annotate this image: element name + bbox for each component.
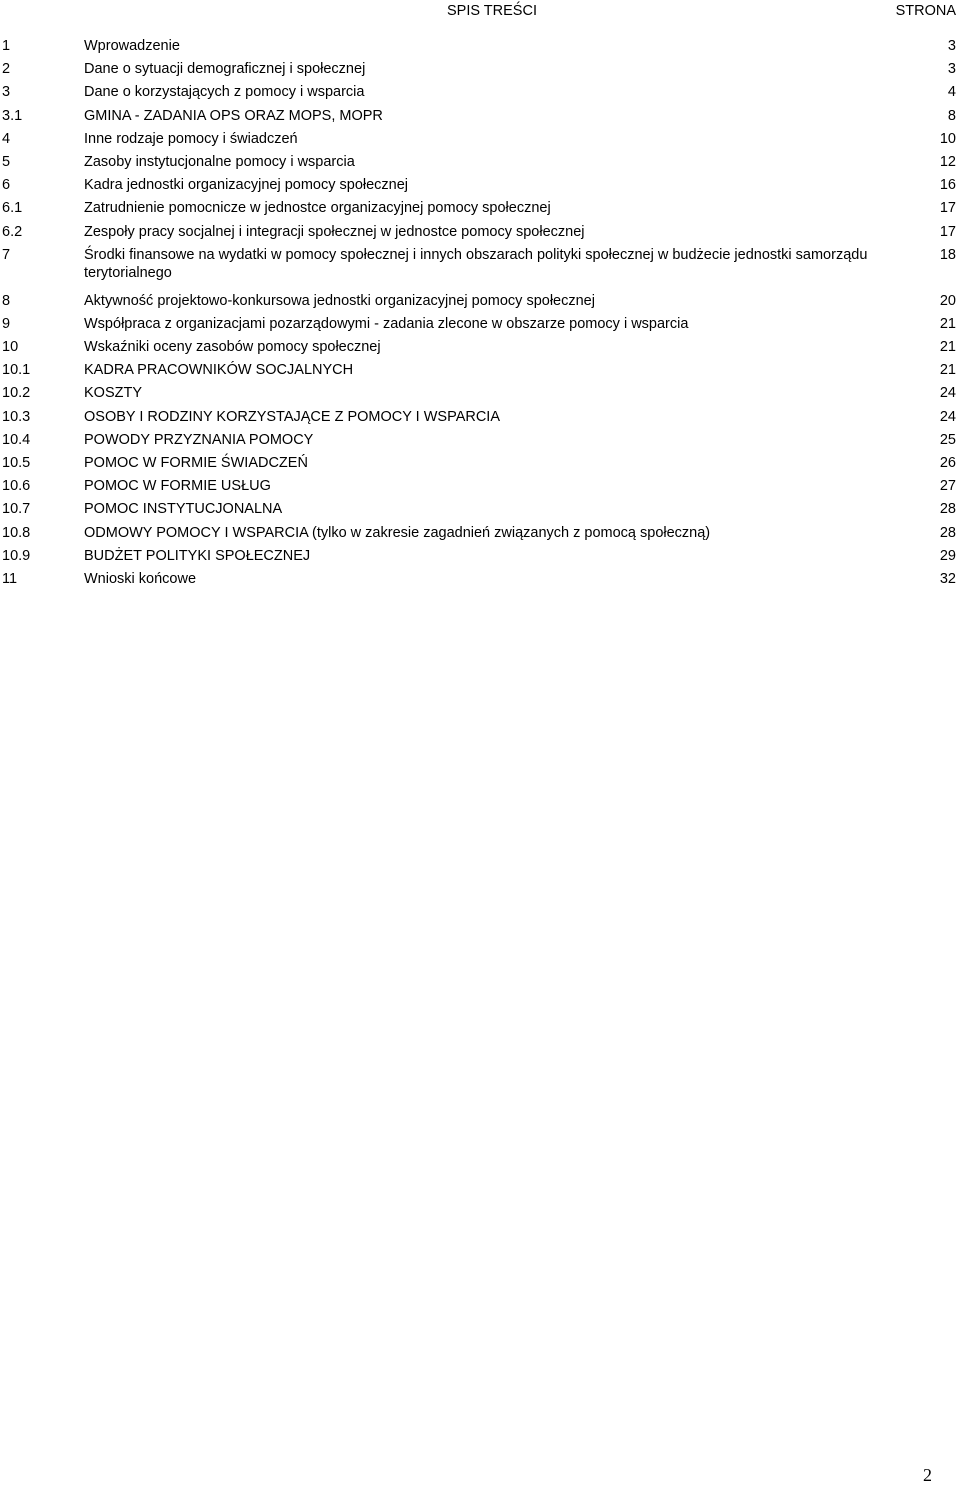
toc-entry-number: 3.1 (2, 107, 23, 124)
toc-entry-10-5[interactable] (0, 452, 960, 475)
toc-entry-page: 24 (939, 408, 956, 425)
toc-entry-number: 10.3 (2, 408, 31, 425)
toc-entry-8[interactable] (0, 290, 960, 313)
toc-entry-number: 10.5 (2, 455, 31, 471)
toc-entry-number: 10.4 (2, 431, 31, 448)
toc-entry-page: 21 (939, 315, 956, 332)
toc-entry-number: 8 (2, 292, 11, 309)
toc-entry-page: 24 (939, 385, 956, 402)
toc-entry-label: Dane o korzystających z pomocy i wsparcia (84, 84, 365, 101)
toc-entry-6-1[interactable] (0, 197, 960, 220)
toc-entry-page: 3 (947, 61, 956, 78)
toc-title: SPIS TREŚCI (447, 3, 537, 19)
toc-entry-2[interactable] (0, 58, 960, 81)
toc-entry-page: 3 (947, 38, 956, 54)
toc-entry-number: 11 (2, 570, 18, 587)
toc-entry-number: 6.1 (2, 200, 23, 217)
toc-entry-page: 27 (939, 478, 956, 495)
toc-entry-page: 12 (939, 153, 956, 170)
toc-entry-number: 5 (2, 153, 11, 170)
toc-entry-page: 21 (939, 339, 956, 356)
toc-entry-label: POMOC W FORMIE ŚWIADCZEŃ (84, 455, 308, 471)
toc-entry-label: Dane o sytuacji demograficznej i społecznej (84, 61, 366, 78)
toc-entry-number: 10.6 (2, 478, 31, 495)
toc-entry-11[interactable] (0, 568, 960, 591)
toc-entry-10-4[interactable] (0, 429, 960, 452)
toc-entry-page: 21 (939, 362, 956, 379)
toc-entry-page: 4 (947, 84, 956, 101)
toc-entry-page: 17 (939, 223, 956, 240)
toc-entry-9[interactable] (0, 313, 960, 336)
toc-entry-number: 10.7 (2, 501, 31, 518)
toc-entry-page: 26 (939, 455, 956, 471)
toc-entry-label: Wprowadzenie (84, 38, 180, 54)
toc-entry-page: 25 (939, 431, 956, 448)
toc-entry-label: Zatrudnienie pomocnicze w jednostce organizacyjnej pomocy społecznej (84, 200, 551, 217)
toc-entry-6[interactable] (0, 174, 960, 197)
toc-entry-label: KOSZTY (84, 385, 143, 402)
toc-entry-label: Aktywność projektowo-konkursowa jednostki organizacyjnej pomocy społecznej (84, 292, 595, 309)
toc-entry-number: 7 (2, 246, 11, 263)
toc-entry-label: POMOC INSTYTUCJONALNA (84, 501, 283, 518)
toc-entry-page: 17 (939, 200, 956, 217)
toc-entry-6-2[interactable] (0, 221, 960, 244)
toc-entry-label: ODMOWY POMOCY I WSPARCIA (tylko w zakresie zagadnień związanych z pomocą społeczną) (84, 524, 711, 541)
toc-entry-label: Kadra jednostki organizacyjnej pomocy społecznej (84, 177, 409, 194)
table-of-contents (0, 35, 960, 591)
toc-entry-label: BUDŻET POLITYKI SPOŁECZNEJ (84, 547, 311, 564)
toc-entry-10-9[interactable] (0, 545, 960, 568)
toc-entry-label: OSOBY I RODZINY KORZYSTAJĄCE Z POMOCY I WSPARCIA (84, 408, 501, 425)
toc-entry-10[interactable] (0, 336, 960, 359)
toc-entry-number: 10.8 (2, 524, 31, 541)
toc-entry-page: 18 (939, 246, 956, 263)
page-column-header: STRONA (895, 3, 956, 19)
toc-entry-5[interactable] (0, 151, 960, 174)
toc-entry-label: KADRA PRACOWNIKÓW SOCJALNYCH (84, 362, 354, 379)
toc-entry-label: GMINA - ZADANIA OPS ORAZ MOPS, MOPR (84, 107, 383, 124)
footer-page-number: 2 (923, 1465, 932, 1485)
toc-entry-3[interactable] (0, 81, 960, 104)
toc-entry-page: 32 (939, 570, 956, 587)
toc-entry-7[interactable] (0, 244, 960, 285)
toc-entry-label: Wnioski końcowe (84, 570, 197, 587)
toc-entry-1[interactable] (0, 35, 960, 58)
toc-entry-10-8[interactable] (0, 522, 960, 545)
toc-entry-number: 9 (2, 315, 11, 332)
toc-entry-page: 28 (939, 524, 956, 541)
toc-entry-label: Zespoły pracy socjalnej i integracji społecznej w jednostce pomocy społecznej (84, 223, 585, 240)
toc-header (0, 0, 960, 22)
toc-entry-number: 6 (2, 177, 11, 194)
toc-entry-3-1[interactable] (0, 105, 960, 128)
toc-entry-number: 10.2 (2, 385, 31, 402)
toc-entry-label: POWODY PRZYZNANIA POMOCY (84, 431, 314, 448)
toc-entry-10-7[interactable] (0, 498, 960, 521)
toc-entry-number: 10.9 (2, 547, 31, 564)
toc-entry-10-6[interactable] (0, 475, 960, 498)
toc-entry-number: 1 (2, 38, 11, 54)
toc-entry-label: Współpraca z organizacjami pozarządowymi - zadania zlecone w obszarze pomocy i wsparcia (84, 315, 689, 332)
toc-entry-label: Wskaźniki oceny zasobów pomocy społecznej (84, 339, 381, 356)
toc-entry-10-3[interactable] (0, 406, 960, 429)
toc-entry-page: 20 (939, 292, 956, 309)
toc-entry-label: POMOC W FORMIE USŁUG (84, 478, 271, 495)
toc-entry-number: 2 (2, 61, 11, 78)
toc-entry-4[interactable] (0, 128, 960, 151)
toc-entry-label: Inne rodzaje pomocy i świadczeń (84, 130, 298, 147)
toc-entry-label: Zasoby instytucjonalne pomocy i wsparcia (84, 153, 355, 170)
toc-entry-10-1[interactable] (0, 359, 960, 382)
toc-entry-number: 10.1 (2, 362, 31, 379)
toc-entry-number: 10 (2, 339, 19, 356)
toc-entry-number: 4 (2, 130, 11, 147)
toc-entry-page: 29 (939, 547, 956, 564)
toc-entry-10-2[interactable] (0, 382, 960, 405)
toc-entry-label: Środki finansowe na wydatki w pomocy społecznej i innych obszarach polityki społecznej w budżecie jednostki samorządu terytorialnego (84, 246, 868, 281)
toc-entry-number: 3 (2, 84, 11, 101)
toc-entry-page: 8 (947, 107, 956, 124)
toc-entry-page: 10 (939, 130, 956, 147)
toc-entry-page: 28 (939, 501, 956, 518)
toc-entry-page: 16 (939, 177, 956, 194)
toc-entry-number: 6.2 (2, 223, 23, 240)
